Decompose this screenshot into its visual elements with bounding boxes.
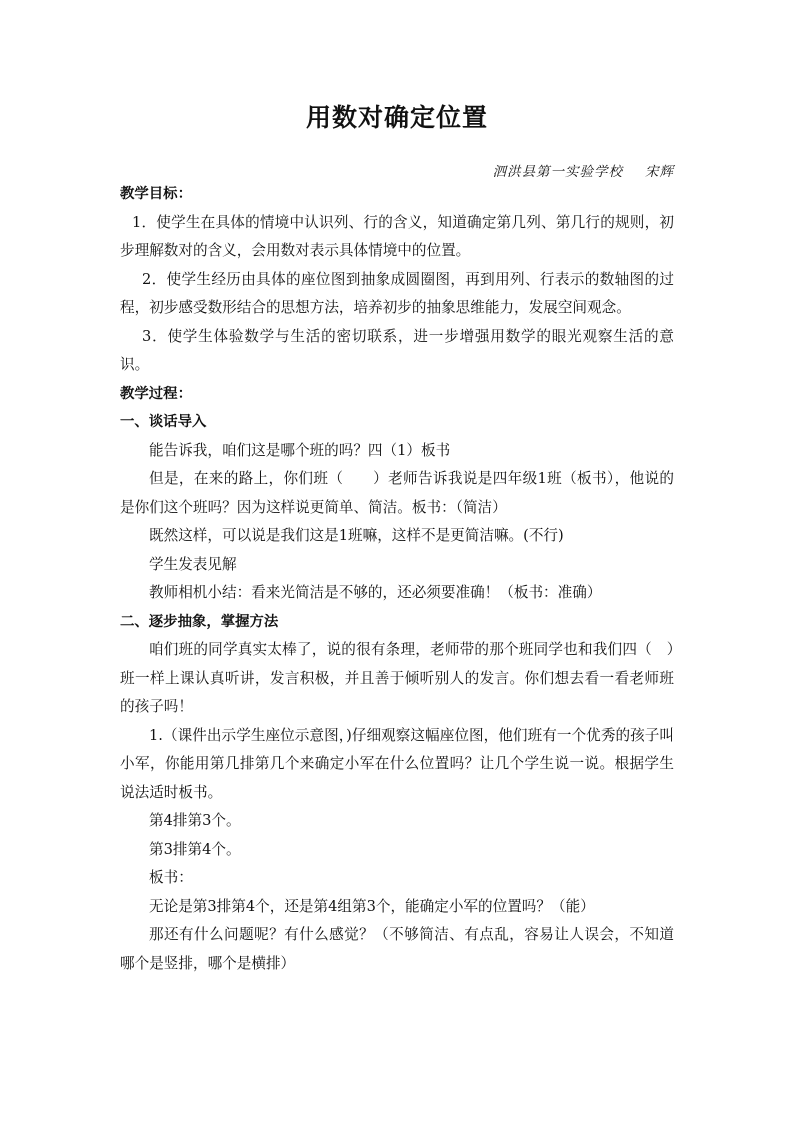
- section1-paragraph: 教师相机小结：看来光简洁是不够的，还必须要准确！（板书：准确）: [149, 584, 602, 601]
- section1-heading: 一、谈话导入: [120, 414, 207, 430]
- section2-paragraph: 无论是第3排第4个，还是第4组第3个，能确定小军的位置吗？（能）: [149, 897, 595, 915]
- section2-paragraph: 第4排第3个。: [149, 812, 241, 829]
- section1-paragraph: 既然这样，可以说是我们这是1班嘛，这样不是更简洁嘛。(不行): [149, 527, 564, 544]
- author-name: 宋辉: [645, 164, 674, 180]
- objective-1: 1．使学生在具体的情境中认识列、行的含义，知道确定第几列、第几行的规则，初步理解数对的含义，会用数对表示具体情境中的位置。: [120, 213, 674, 259]
- section2-paragraph: 板书：: [149, 869, 193, 886]
- objective-3: 3．使学生体验数学与生活的密切联系，进一步增强用数学的眼光观察生活的意识。: [120, 327, 674, 373]
- objective-2: 2．使学生经历由具体的座位图到抽象成圆圈图，再到用列、行表示的数轴图的过程，初步感受数形结合的思想方法，培养初步的抽象思维能力，发展空间观念。: [120, 270, 674, 316]
- section2-paragraph: 咱们班的同学真实太棒了，说的很有条理，老师带的那个班同学也和我们四（ ）班一样上课认真听讲，发言积极，并且善于倾听别人的发言。你们想去看一看老师班的孩子吗！: [120, 641, 674, 715]
- process-heading: 教学过程：: [120, 385, 192, 402]
- section2-paragraph: 1.（课件出示学生座位示意图，)仔细观察这幅座位图，他们班有一个优秀的孩子叫小军，你能用第几排第几个来确定小军在什么位置吗？让几个学生说一说。根据学生说法适时板书。: [120, 726, 674, 801]
- section1-paragraph: 能告诉我，咱们这是哪个班的吗？四（1）板书: [149, 441, 451, 459]
- author-line: [493, 160, 675, 180]
- section1-paragraph: 学生发表见解: [149, 555, 237, 573]
- author-school: 泗洪县第一实验学校: [492, 164, 623, 180]
- objectives-heading: 教学目标：: [120, 186, 192, 202]
- section2-paragraph: 第3排第4个。: [149, 840, 241, 858]
- page-title: 用数对确定位置: [305, 103, 488, 132]
- section2-heading: 二、逐步抽象，掌握方法: [120, 613, 279, 630]
- document-body: [120, 180, 674, 978]
- section1-paragraph: 但是，在来的路上，你们班（ ）老师告诉我说是四年级1班（板书），他说的是你们这个班吗？因为这样说更简单、简洁。板书：（简洁）: [120, 470, 674, 516]
- section2-paragraph: 那还有什么问题呢？有什么感觉？（不够简洁、有点乱，容易让人误会，不知道哪个是竖排，哪个是横排）: [120, 926, 674, 972]
